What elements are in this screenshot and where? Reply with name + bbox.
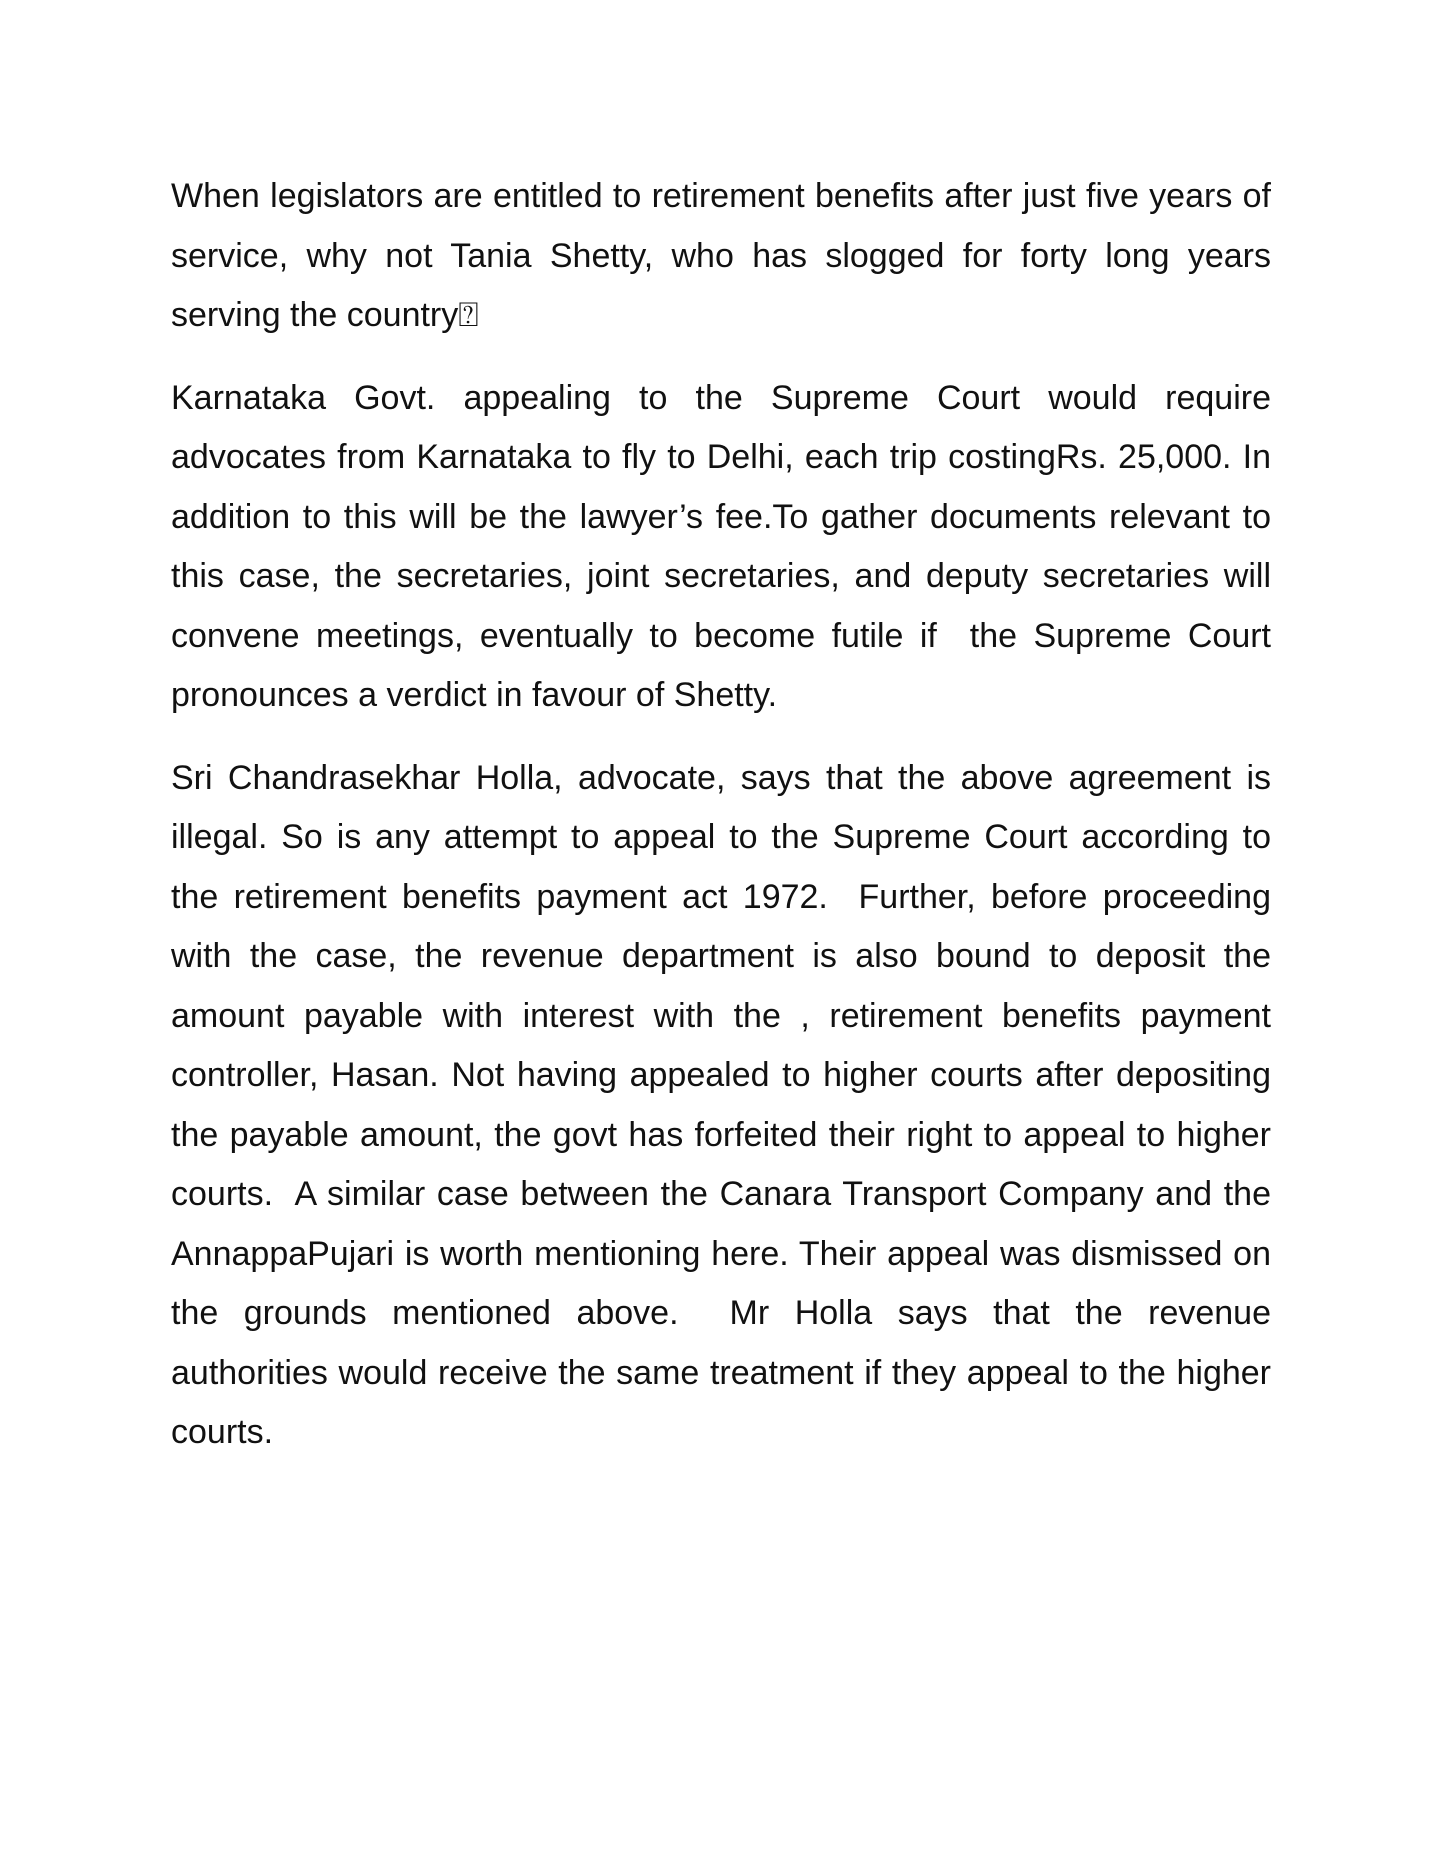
paragraph-advocate-opinion: Sri Chandrasekhar Holla, advocate, says that the above agreement is illegal. So is any attempt to appeal to the Supreme Court according to the retirement benefits payment act 1972. Further, before proceeding with the case, the revenue department is also bound to deposit the amount payable with interest with the , retirement benefits payment controller, Hasan. Not having appealed to higher courts after depositing the payable amount, the govt has forfeited their right to appeal to higher courts. A similar case between the Canara Transport Company and the AnnappaPujari is worth mentioning here. Their appeal was dismissed on the grounds mentioned above. Mr Holla says that the revenue authorities would receive the same treatment if they appeal to the higher courts. <box>171 758 1281 1451</box>
missing-glyph-icon: ⍰ <box>458 296 479 334</box>
paragraph-supreme-court-appeal: Karnataka Govt. appealing to the Supreme Court would require advocates from Karnataka to fly to Delhi, each trip costingRs. 25,000. In addition to this will be the lawyer’s fee.To gather documents relevant to this case, the secretaries, joint secretaries, and deputy secretaries will convene meetings, eventually to become futile if the Supreme Court pronounces a verdict in favour of Shetty. <box>171 378 1281 714</box>
paragraph-retirement-benefits <box>171 167 1281 346</box>
paragraph-text: When legislators are entitled to retirement benefits after just five years of service, why not Tania Shetty, who has slogged for forty long years serving the country <box>171 177 1281 334</box>
document-body <box>171 167 1281 1486</box>
